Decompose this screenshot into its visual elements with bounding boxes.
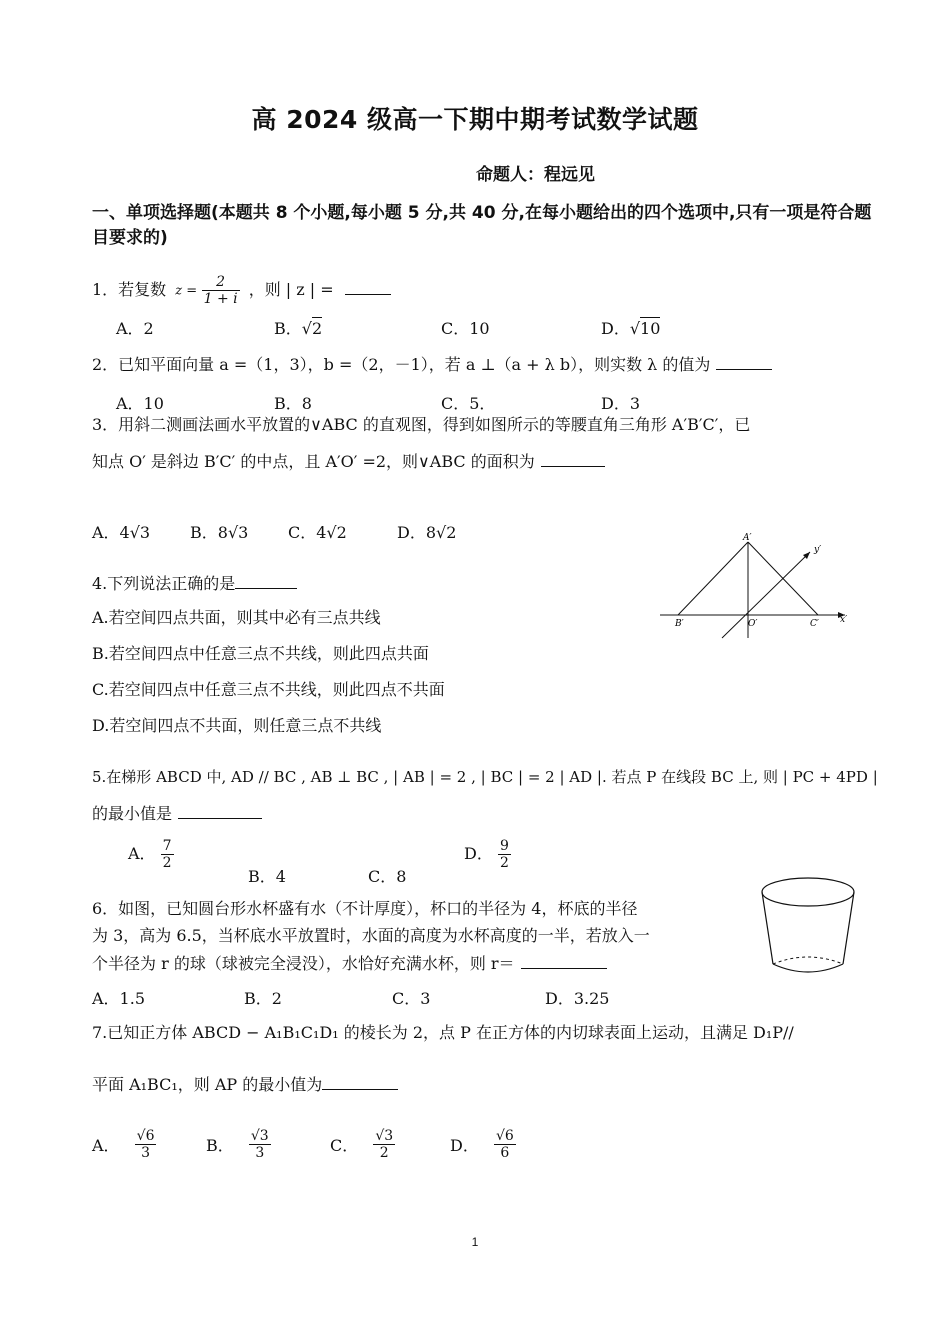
- question-2: 2．已知平面向量 a =（1，3），b =（2，－1），若 a ⊥（a + λ b），则实数 λ 的值为: [92, 353, 772, 376]
- section-heading: 一、单项选择题(本题共 8 个小题,每小题 5 分,共 40 分,在每小题给出的四个选项中,只有一项是符合题目要求的): [92, 203, 872, 248]
- answer-blank: [178, 802, 262, 819]
- question-4: 4.下列说法正确的是: [92, 572, 297, 595]
- q1-suffix: ，则 | z | =: [248, 280, 334, 299]
- q4-option-a: A.若空间四点共面，则其中必有三点共线: [92, 608, 381, 627]
- question-3-line-1: 3．用斜二测画法画水平放置的∨ABC 的直观图，得到如图所示的等腰直角三角形 A′B′C′，已: [92, 415, 751, 434]
- q7-option-d: D． $\frac{√6}{6}$: [450, 1128, 514, 1161]
- label-a-prime: A′: [743, 533, 752, 543]
- q2-option-c: C．5．: [441, 394, 496, 413]
- q6-option-a: A．1.5: [92, 989, 146, 1008]
- q5-option-d: D． $\frac{9}{2}$: [464, 838, 509, 871]
- answer-blank: [716, 353, 772, 370]
- q6-option-c: C．3: [392, 989, 431, 1008]
- author-line: 命题人：程远见: [476, 165, 595, 185]
- answer-blank: [322, 1073, 398, 1090]
- q7-option-a: A． $\frac{√6}{3}$: [92, 1128, 155, 1161]
- sqrt-icon: √: [301, 319, 312, 338]
- answer-blank: [345, 278, 391, 295]
- q1-option-b: B．√2: [274, 319, 323, 338]
- q2-option-b: B．8: [274, 394, 312, 413]
- q1-option-c: C．10: [441, 319, 490, 338]
- q1-option-d: D．√10: [601, 319, 661, 338]
- q3-option-b: B．8√3: [190, 523, 249, 542]
- q1-prefix: 1．若复数: [92, 280, 167, 299]
- q6-option-d: D．3.25: [545, 989, 610, 1008]
- question-3-line-2: 知点 O′ 是斜边 B′C′ 的中点，且 A′O′ =2，则∨ABC 的面积为: [92, 450, 605, 473]
- q1-option-a: A．2: [116, 319, 154, 338]
- sqrt-icon: √: [629, 319, 641, 338]
- label-c-prime: C′: [810, 619, 819, 629]
- question-5-line-1: 5.在梯形 ABCD 中, AD // BC , AB ⊥ BC , | AB | = 2 , | BC | = 2 | AD |. 若点 P 在线段 BC 上, 则 | PC + 4PD |: [92, 768, 878, 786]
- question-6-line-1: 6．如图，已知圆台形水杯盛有水（不计厚度），杯口的半径为 4，杯底的半径: [92, 899, 638, 918]
- q7-option-c: C． $\frac{√3}{2}$: [330, 1128, 394, 1161]
- q4-option-c: C.若空间四点中任意三点不共线，则此四点不共面: [92, 680, 445, 699]
- label-x-prime: x′: [840, 615, 848, 625]
- question-7-line-1: 7.已知正方体 ABCD − A₁B₁C₁D₁ 的棱长为 2，点 P 在正方体的内切球表面上运动，且满足 D₁P//: [92, 1023, 794, 1042]
- oblique-triangle-figure: [660, 530, 860, 645]
- answer-blank: [541, 450, 605, 467]
- q3-option-a: A．4√3: [92, 523, 151, 542]
- label-o-prime: O′: [748, 619, 758, 629]
- q2-option-a: A．10: [116, 394, 164, 413]
- question-1: [92, 274, 391, 307]
- question-6-line-3: 个半径为 r 的球（球被完全浸没），水恰好充满水杯，则 r＝: [92, 952, 607, 975]
- q3-option-c: C．4√2: [288, 523, 347, 542]
- q5-option-b: B．4: [248, 867, 286, 886]
- question-5-line-2: 的最小值是: [92, 802, 262, 825]
- q1-fraction: z = $\frac{2}{1 + i}$: [175, 274, 238, 307]
- page-title: 高 2024 级高一下期中期考试数学试题: [251, 105, 699, 134]
- q5-option-a: A． $\frac{7}{2}$: [128, 838, 172, 871]
- question-6-line-2: 为 3，高为 6.5，当杯底水平放置时，水面的高度为水杯高度的一半，若放入一: [92, 926, 650, 945]
- q5-option-c: C．8: [368, 867, 407, 886]
- q2-option-d: D．3: [601, 394, 641, 413]
- answer-blank: [521, 952, 607, 969]
- q6-option-b: B．2: [244, 989, 282, 1008]
- answer-blank: [235, 572, 297, 589]
- label-b-prime: B′: [675, 619, 684, 629]
- label-y-prime: y′: [814, 545, 822, 555]
- q7-option-b: B． $\frac{√3}{3}$: [206, 1128, 269, 1161]
- q3-option-d: D．8√2: [397, 523, 457, 542]
- q4-option-b: B.若空间四点中任意三点不共线，则此四点共面: [92, 644, 429, 663]
- question-7-line-2: 平面 A₁BC₁，则 AP 的最小值为: [92, 1073, 398, 1096]
- page-number: 1: [471, 1235, 479, 1249]
- frustum-cup-figure: [758, 872, 858, 980]
- q4-option-d: D.若空间四点不共面，则任意三点不共线: [92, 716, 382, 735]
